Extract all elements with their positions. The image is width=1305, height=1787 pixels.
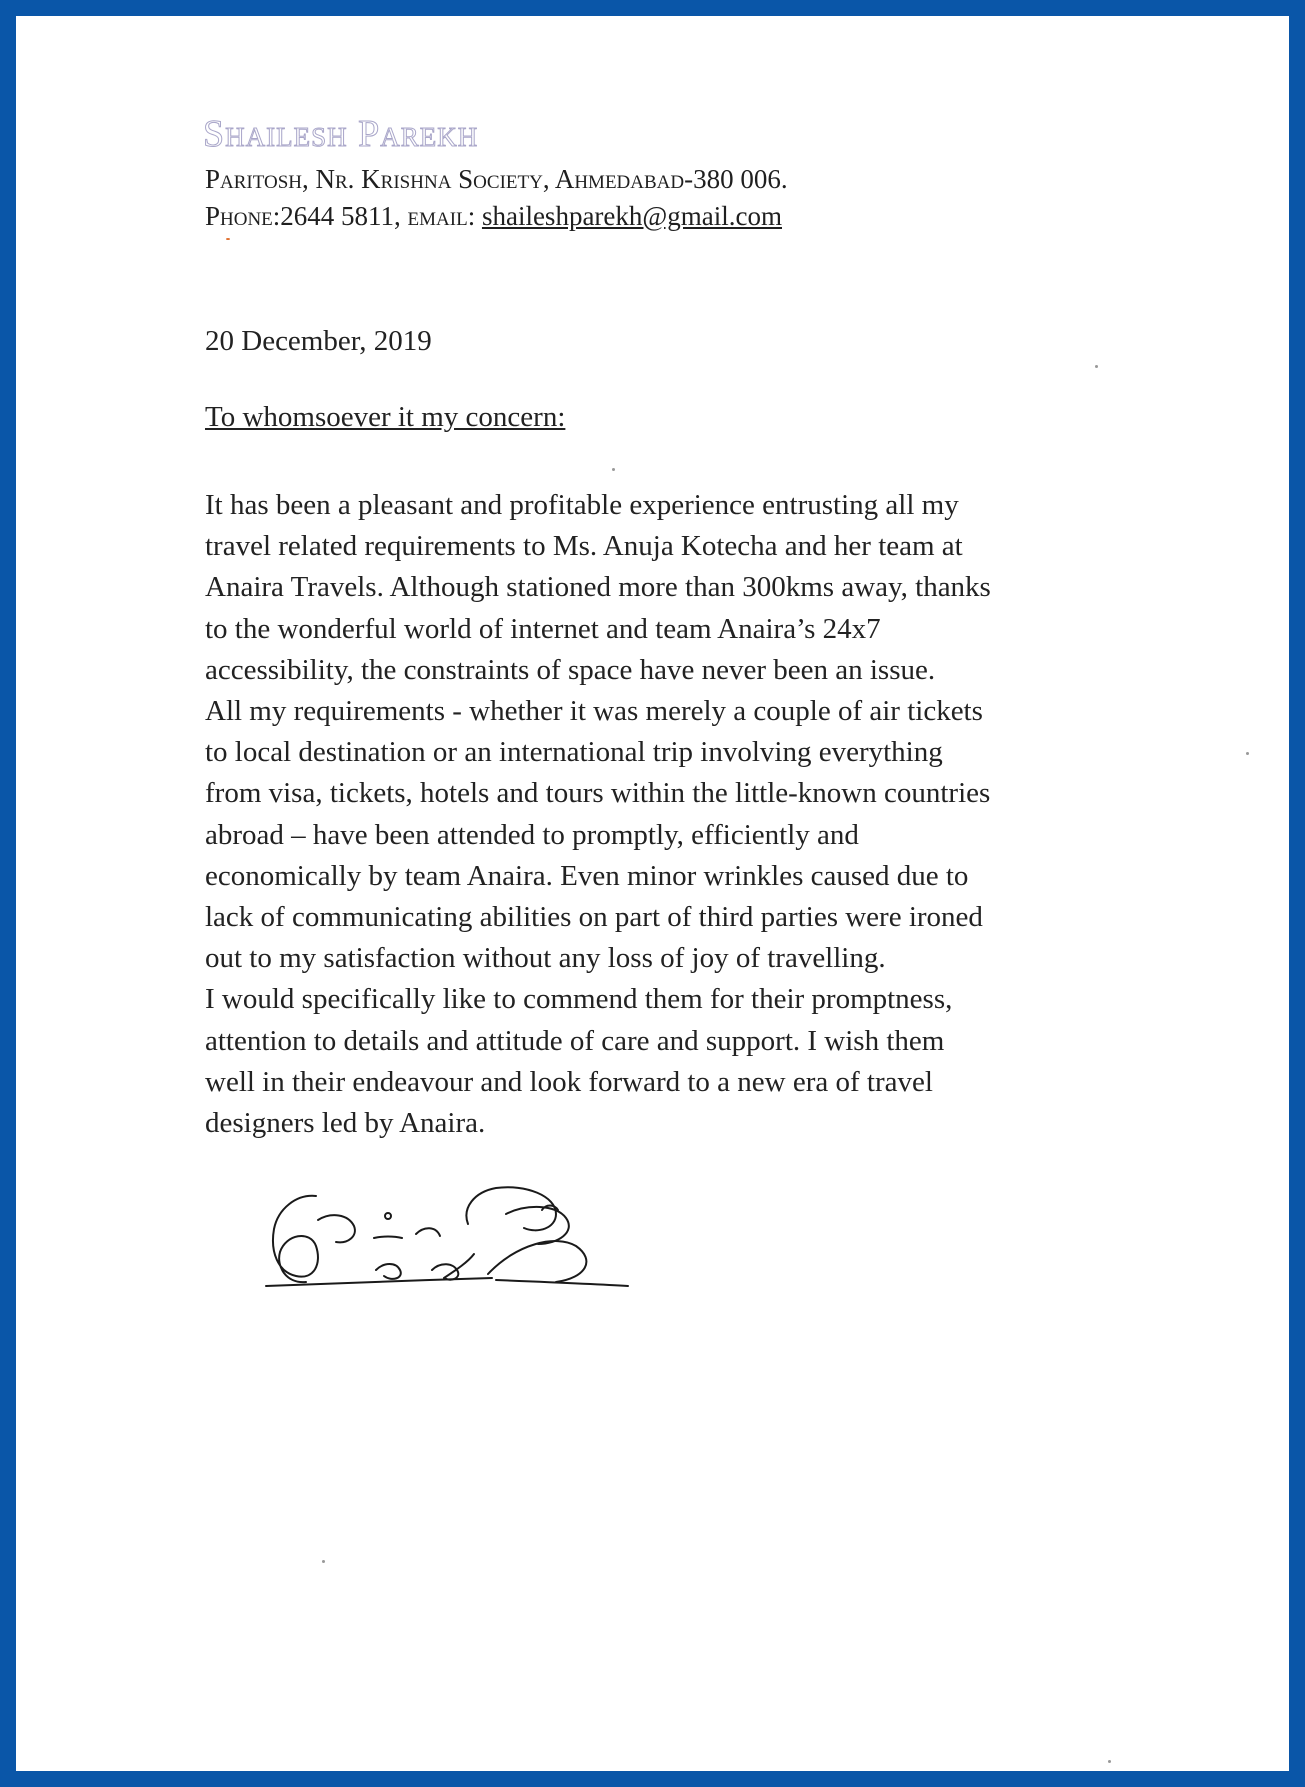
body-line: well in their endeavour and look forward to a new era of travel [205, 1065, 933, 1098]
letterhead-name: Shailesh Parekh [203, 113, 479, 155]
body-line: out to my satisfaction without any loss of joy of travelling. [205, 942, 886, 975]
phone-label: Phone: [205, 201, 281, 231]
salutation: To whomsoever it my concern: [205, 401, 566, 433]
letter-sheet [16, 16, 1289, 1771]
letter-body [205, 485, 1215, 1144]
body-line: It has been a pleasant and profitable experience entrusting all my [205, 489, 959, 521]
phone-number: 2644 5811 [280, 201, 395, 231]
scan-speck [612, 468, 615, 471]
body-line: abroad – have been attended to promptly, efficiently and [205, 818, 859, 851]
handwritten-signature [256, 1174, 676, 1304]
body-line: economically by team Anaira. Even minor wrinkles caused due to [205, 859, 969, 892]
letterhead-address: Paritosh, Nr. Krishna Society, Ahmedabad-380 006. [205, 164, 788, 194]
scan-speck [226, 238, 230, 240]
scan-speck [1246, 752, 1249, 755]
letter-date: 20 December, 2019 [205, 325, 432, 357]
body-line: Anaira Travels. Although stationed more than 300kms away, thanks [205, 571, 991, 604]
scan-speck [1095, 365, 1098, 368]
scan-speck [322, 1560, 325, 1563]
body-line: accessibility, the constraints of space have never been an issue. [205, 653, 936, 686]
body-line: travel related requirements to Ms. Anuja Kotecha and her team at [205, 530, 963, 563]
body-line: to local destination or an international trip involving everything [205, 736, 943, 769]
body-line: from visa, tickets, hotels and tours within the little-known countries [205, 777, 991, 810]
body-line: lack of communicating abilities on part of third parties were ironed [205, 901, 983, 934]
scan-speck [1108, 1760, 1111, 1763]
body-line: All my requirements - whether it was merely a couple of air tickets [205, 695, 983, 728]
body-line: designers led by Anaira. [205, 1107, 486, 1140]
email-label: , email: [394, 201, 482, 231]
body-line: to the wonderful world of internet and team Anaira’s 24x7 [205, 612, 881, 645]
body-line: attention to details and attitude of care and support. I wish them [205, 1024, 945, 1057]
email-link[interactable]: shaileshparekh@gmail.com [481, 201, 782, 231]
body-line: I would specifically like to commend them for their promptness, [205, 983, 953, 1016]
letterhead-contact [205, 201, 782, 232]
